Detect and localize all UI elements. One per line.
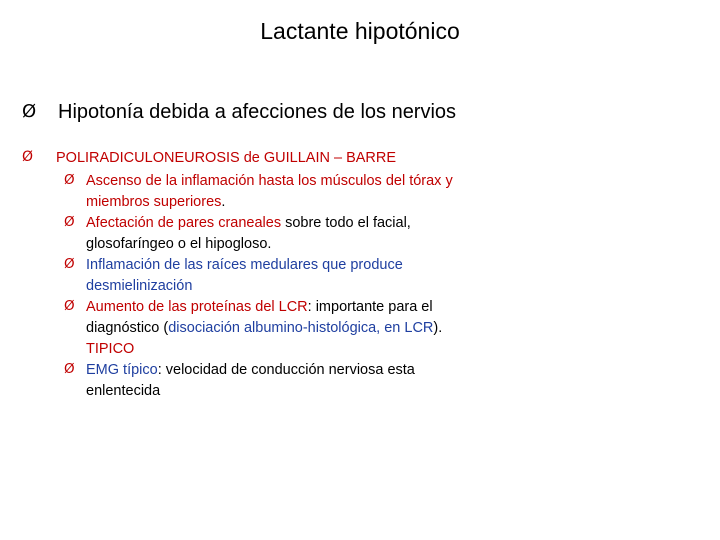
symptom-list-item bbox=[64, 297, 464, 360]
symptom-list-item bbox=[64, 171, 464, 213]
item-text-segment: TIPICO bbox=[86, 341, 135, 357]
item-text-segment: Ascenso de la inflamación hasta los músculos del tórax y miembros superiores bbox=[86, 173, 453, 210]
item-text-segment: Inflamación de las raíces medulares que produce desmielinización bbox=[86, 257, 403, 294]
arrow-bullet-icon: Ø bbox=[64, 298, 75, 314]
arrow-bullet-icon: Ø bbox=[64, 172, 75, 188]
symptom-list-item bbox=[64, 213, 464, 255]
item-text-segment: Afectación de pares craneales bbox=[86, 215, 286, 231]
item-text-segment: Aumento de las proteínas del LCR bbox=[86, 299, 308, 315]
arrow-bullet-icon: Ø bbox=[64, 361, 75, 377]
item-text-segment: . bbox=[221, 194, 226, 210]
item-text-segment: disociación albumino-histológica, en LCR bbox=[168, 320, 434, 336]
arrow-bullet-icon: Ø bbox=[22, 101, 37, 122]
arrow-bullet-icon: Ø bbox=[22, 149, 34, 165]
item-text-segment: : velocidad de conducción nerviosa esta enlentecida bbox=[86, 362, 415, 399]
item-text-segment: : importante para el diagnóstico ( bbox=[86, 299, 433, 336]
item-text-segment: sobre todo el facial, glosofaríngeo o el hipogloso. bbox=[86, 215, 411, 252]
item-text-segment: EMG típico bbox=[86, 362, 158, 378]
item-text-segment: ). bbox=[433, 320, 443, 336]
arrow-bullet-icon: Ø bbox=[64, 214, 75, 230]
arrow-bullet-icon: Ø bbox=[64, 256, 75, 272]
symptom-list-item bbox=[64, 360, 464, 402]
slide-title: Lactante hipotónico bbox=[260, 18, 460, 44]
symptom-list bbox=[64, 171, 464, 402]
syndrome-heading: POLIRADICULONEUROSIS de GUILLAIN – BARRE bbox=[56, 150, 397, 166]
section-heading: Hipotonía debida a afecciones de los nervios bbox=[58, 101, 457, 123]
symptom-list-item bbox=[64, 255, 464, 297]
